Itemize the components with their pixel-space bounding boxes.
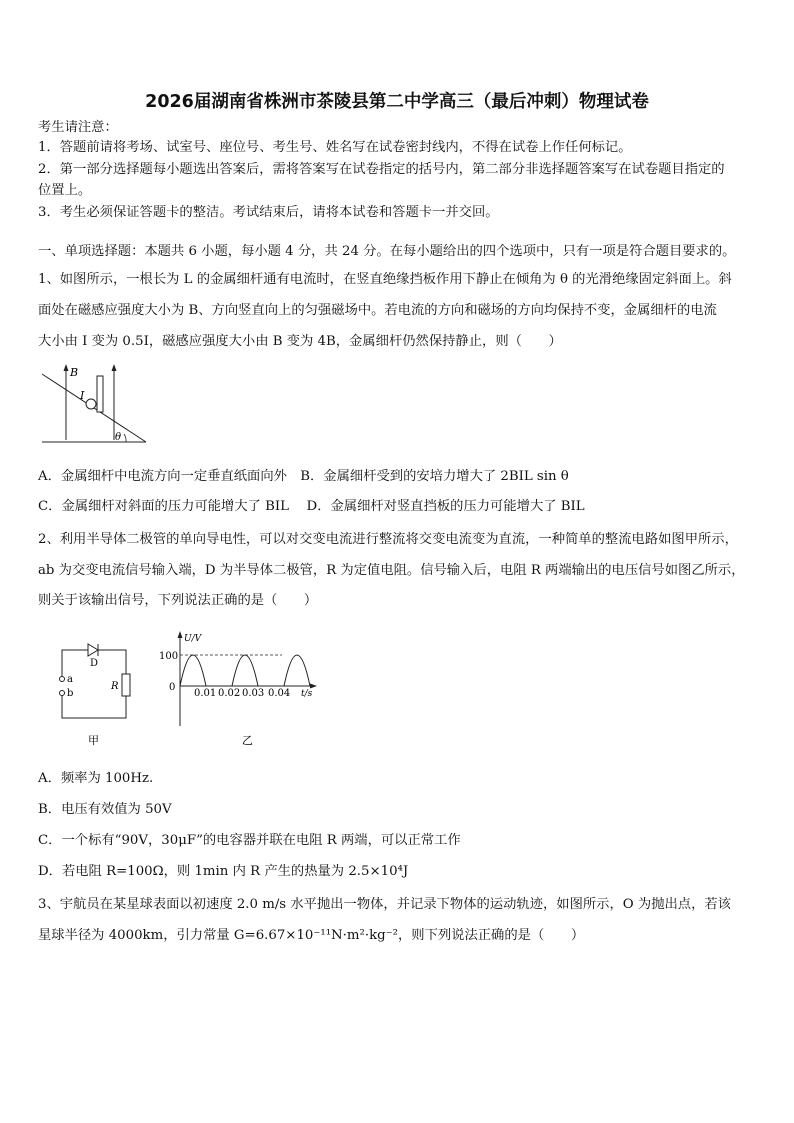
q2-option-d: D．若电阻 R=100Ω，则 1min 内 R 产生的热量为 2.5×10⁴J xyxy=(38,864,409,879)
current-label-i: I xyxy=(80,389,85,402)
graph-caption: 乙 xyxy=(242,734,253,746)
q1-stem-line-2: 面处在磁感应强度大小为 B、方向竖直向上的匀强磁场中。若电流的方向和磁场的方向均保持不变，金属细杆的电流 xyxy=(38,303,717,318)
field-label-b: B xyxy=(70,366,79,379)
tick-label-004: 0.04 xyxy=(268,688,291,699)
q1-incline-figure xyxy=(38,362,150,446)
q2-stem-line-2: ab 为交变电流信号输入端，D 为半导体二极管，R 为定值电阻。信号输入后，电阻 R 两端输出的电压信号如图乙所示， xyxy=(38,563,745,578)
circuit-caption: 甲 xyxy=(88,734,99,747)
q2-option-c: C．一个标有“90V，30μF”的电容器并联在电阻 R 两端，可以正常工作 xyxy=(38,833,461,848)
section-heading: 一、单项选择题：本题共 6 小题，每小题 4 分，共 24 分。在每小题给出的四个选项中，只有一项是符合题目要求的。 xyxy=(38,244,736,259)
q1-options-ab: A．金属细杆中电流方向一定垂直纸面向外 B．金属细杆受到的安培力增大了 2BIL sin θ xyxy=(38,469,569,484)
page-title: 2026届湖南省株洲市茶陵县第二中学高三（最后冲刺）物理试卷 xyxy=(145,92,649,112)
notice-item-2-cont: 位置上。 xyxy=(38,183,92,198)
notice-heading: 考生请注意： xyxy=(38,120,118,135)
q2-voltage-graph xyxy=(156,628,322,746)
q2-stem-line-1: 2、利用半导体二极管的单向导电性，可以对交变电流进行整流将交变电流变为直流，一种简单的整流电路如图甲所示， xyxy=(38,532,738,547)
tick-label-003: 0.03 xyxy=(242,688,265,699)
q2-option-a: A．频率为 100Hz. xyxy=(38,771,154,786)
axis-label-t: t/s xyxy=(301,689,313,699)
tick-label-0: 0 xyxy=(169,682,176,693)
resistor-label: R xyxy=(111,681,119,692)
q1-options-cd: C．金属细杆对斜面的压力可能增大了 BIL D．金属细杆对竖直挡板的压力可能增大了 BIL xyxy=(38,499,585,514)
q1-stem-line-1: 1、如图所示，一根长为 L 的金属细杆通有电流时，在竖直绝缘挡板作用下静止在倾角为 θ 的光滑绝缘固定斜面上。斜 xyxy=(38,272,732,287)
tick-label-100: 100 xyxy=(159,651,179,662)
tick-label-001: 0.01 xyxy=(194,688,217,699)
diode-label: D xyxy=(90,658,99,669)
notice-item-2: 2．第一部分选择题每小题选出答案后，需将答案写在试卷指定的括号内，第二部分非选择题答案写在试卷题目指定的 xyxy=(38,162,725,177)
terminal-b-label: b xyxy=(67,688,74,699)
notice-item-1: 1．答题前请将考场、试室号、座位号、考生号、姓名写在试卷密封线内，不得在试卷上作任何标记。 xyxy=(38,140,632,155)
q2-option-b: B．电压有效值为 50V xyxy=(38,802,172,817)
terminal-a-label: a xyxy=(67,674,73,685)
q3-stem-line-1: 3、宇航员在某星球表面以初速度 2.0 m/s 水平抛出一物体，并记录下物体的运动轨迹，如图所示，O 为抛出点，若该 xyxy=(38,897,731,912)
axis-label-u: U/V xyxy=(184,634,202,644)
angle-label-theta: θ xyxy=(115,432,122,443)
q3-stem-line-2: 星球半径为 4000km，引力常量 G=6.67×10⁻¹¹N·m²·kg⁻²，则下列说法正确的是（ ） xyxy=(38,928,585,943)
notice-item-3: 3．考生必须保证答题卡的整洁。考试结束后，请将本试卷和答题卡一并交回。 xyxy=(38,205,499,220)
q2-circuit-diagram xyxy=(52,638,142,748)
q1-stem-line-3: 大小由 I 变为 0.5I，磁感应强度大小由 B 变为 4B，金属细杆仍然保持静止，则（ ） xyxy=(38,334,562,349)
tick-label-002: 0.02 xyxy=(218,688,241,699)
q2-stem-line-3: 则关于该输出信号，下列说法正确的是（ ） xyxy=(38,593,318,608)
